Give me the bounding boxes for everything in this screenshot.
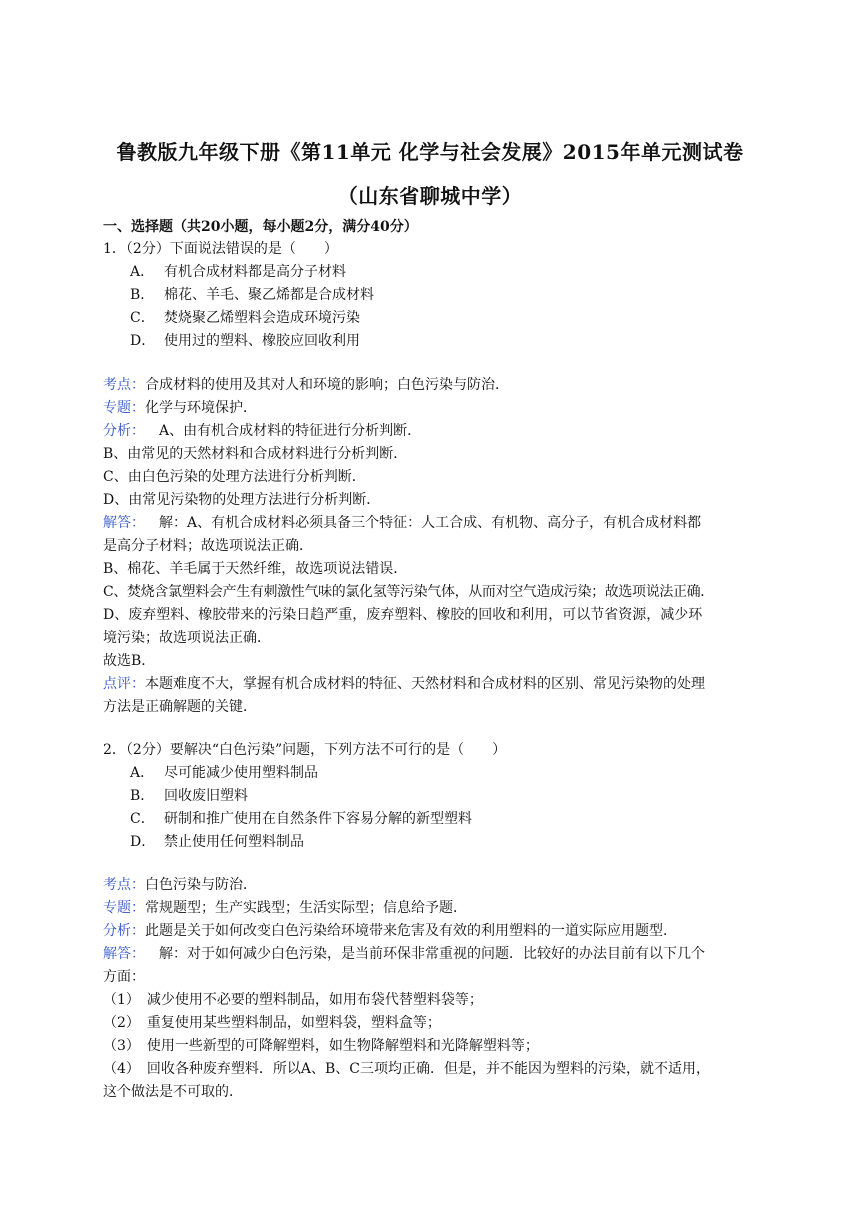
q2-jieda-line: （4） 回收各种废弃塑料．所以A、B、C三项均正确．但是，并不能因为塑料的污染，就不适用， xyxy=(103,1061,711,1077)
q1-zhuanti: 专题：化学与环境保护． xyxy=(103,400,257,416)
q2-zhuanti-label: 专题： xyxy=(103,900,145,916)
q1-jieda-line: D、废弃塑料、橡胶带来的污染日趋严重，废弃塑料、橡胶的回收和利用，可以节省资源，减少环 xyxy=(103,607,703,623)
q2-jieda-line: 这个做法是不可取的． xyxy=(103,1084,243,1100)
q1-dianping-label: 点评： xyxy=(103,676,145,692)
question-2-stem: 2．（2分）要解决“白色污染”问题，下列方法不可行的是（ ） xyxy=(103,742,507,758)
question-2-option-a: A． 尽可能减少使用塑料制品 xyxy=(130,765,318,781)
q2-jieda-line: （1） 减少使用不必要的塑料制品，如用布袋代替塑料袋等； xyxy=(103,992,483,1008)
q2-fenxi-label: 分析： xyxy=(103,923,145,939)
section-heading: 一、选择题（共20小题，每小题2分，满分40分） xyxy=(103,219,418,235)
question-1-option-a: A． 有机合成材料都是高分子材料 xyxy=(130,264,346,280)
q1-jieda-line: C、焚烧含氯塑料会产生有刺激性气味的氯化氢等污染气体，从而对空气造成污染；故选项说法正确． xyxy=(103,584,714,600)
q2-zhuanti: 专题：常规题型；生产实践型；生活实际型；信息给予题． xyxy=(103,900,467,916)
page-subtitle: （山东省聊城中学） xyxy=(337,184,523,208)
q2-jieda-line: 方面： xyxy=(103,969,145,985)
q2-fenxi: 分析：此题是关于如何改变白色污染给环境带来危害及有效的利用塑料的一道实际应用题型． xyxy=(103,923,677,939)
q2-jieda-line: （3） 使用一些新型的可降解塑料，如生物降解塑料和光降解塑料等； xyxy=(103,1038,539,1054)
q1-jieda-line: B、棉花、羊毛属于天然纤维，故选项说法错误． xyxy=(103,561,408,577)
question-1-option-c: C． 焚烧聚乙烯塑料会造成环境污染 xyxy=(130,310,360,326)
q1-fenxi-line: D、由常见污染物的处理方法进行分析判断． xyxy=(103,492,381,508)
q2-kaodian: 考点：白色污染与防治． xyxy=(103,877,257,893)
page-title: 鲁教版九年级下册《第11单元 化学与社会发展》2015年单元测试卷 xyxy=(116,140,744,164)
q1-jieda-line: 是高分子材料；故选项说法正确． xyxy=(103,538,313,554)
question-1-option-b: B． 棉花、羊毛、聚乙烯都是合成材料 xyxy=(130,287,374,303)
q1-fenxi-label: 分析： xyxy=(103,423,145,439)
q1-zhuanti-label: 专题： xyxy=(103,400,145,416)
q1-jieda-line: 故选B． xyxy=(103,653,156,669)
q1-fenxi-line: B、由常见的天然材料和合成材料进行分析判断． xyxy=(103,446,408,462)
question-1-option-d: D． 使用过的塑料、橡胶应回收利用 xyxy=(130,333,360,349)
q1-fenxi-line: C、由白色污染的处理方法进行分析判断． xyxy=(103,469,366,485)
question-1-stem: 1．（2分）下面说法错误的是（ ） xyxy=(103,241,338,257)
q1-jieda-line: 境污染；故选项说法正确． xyxy=(103,630,271,646)
q1-jieda-label: 解答： xyxy=(103,515,145,531)
q2-kaodian-label: 考点： xyxy=(103,877,145,893)
question-2-option-c: C． 研制和推广使用在自然条件下容易分解的新型塑料 xyxy=(130,811,472,827)
q1-kaodian-label: 考点： xyxy=(103,377,145,393)
question-2-option-b: B． 回收废旧塑料 xyxy=(130,788,248,804)
q2-jieda: 解答： 解：对于如何减少白色污染，是当前环保非常重视的问题．比较好的办法目前有以下几个 xyxy=(103,946,705,962)
q1-fenxi: 分析： A、由有机合成材料的特征进行分析判断． xyxy=(103,423,422,439)
q2-jieda-line: （2） 重复使用某些塑料制品，如塑料袋，塑料盒等； xyxy=(103,1015,441,1031)
question-2-option-d: D． 禁止使用任何塑料制品 xyxy=(130,834,304,850)
q2-jieda-label: 解答： xyxy=(103,946,145,962)
q1-dianping-line: 方法是正确解题的关键． xyxy=(103,699,257,715)
q1-dianping: 点评：本题难度不大，掌握有机合成材料的特征、天然材料和合成材料的区别、常见污染物的处理 xyxy=(103,676,705,692)
q1-jieda: 解答： 解：A、有机合成材料必须具备三个特征：人工合成、有机物、高分子，有机合成材料都 xyxy=(103,515,702,531)
q1-kaodian: 考点：合成材料的使用及其对人和环境的影响；白色污染与防治． xyxy=(103,377,509,393)
